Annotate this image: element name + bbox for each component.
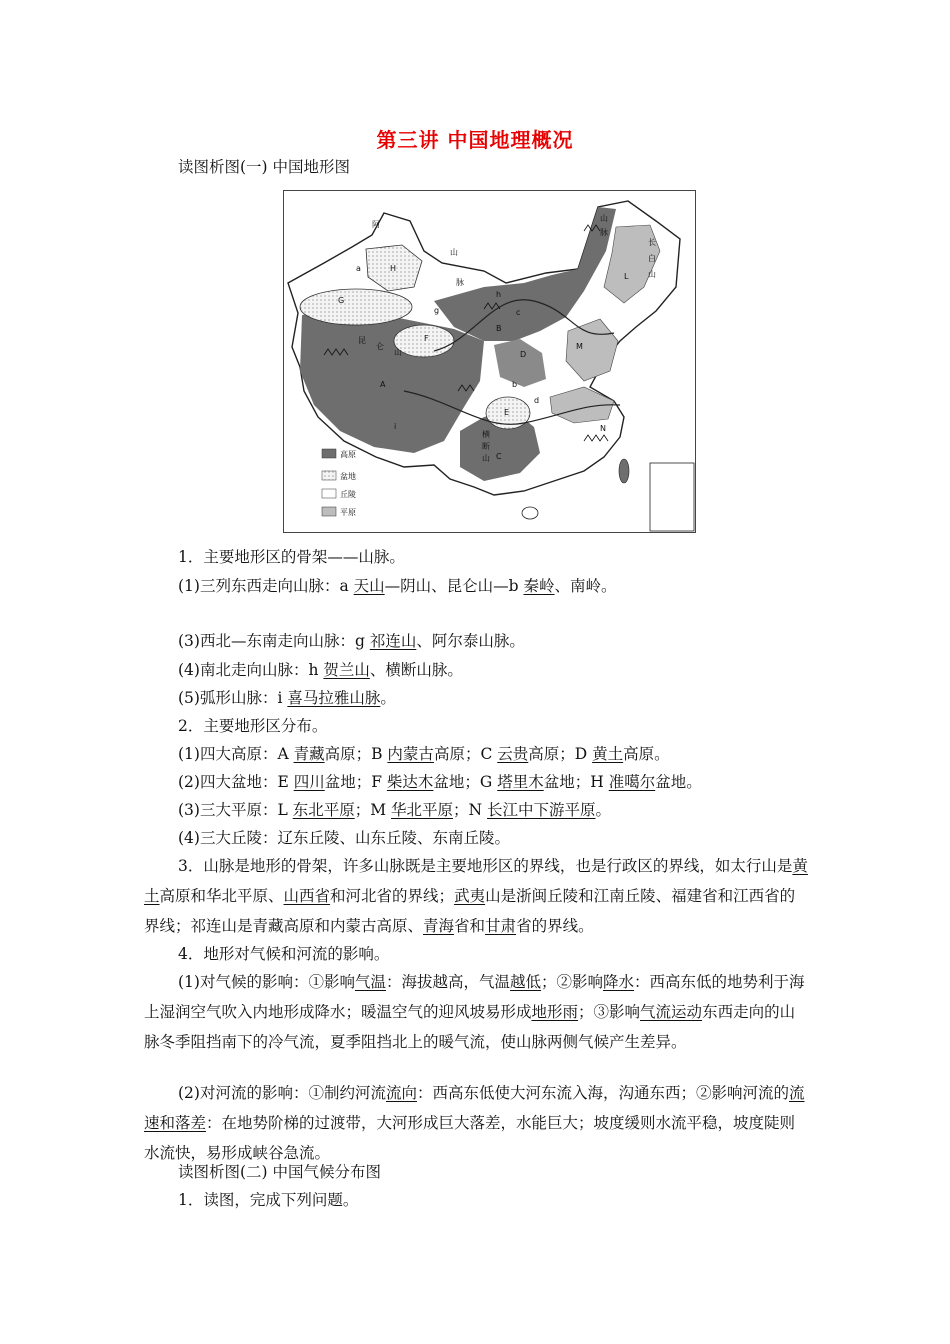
svg-text:B: B: [496, 324, 502, 333]
svg-text:白: 白: [648, 254, 656, 263]
svg-text:丘陵: 丘陵: [340, 490, 356, 499]
s4-river-paragraph: (2)对河流的影响：①制约河流流向：西高东低使大河东流入海，沟通东西；②影响河流的流速和落差：在地势阶梯的过渡带，大河形成巨大落差，水能巨大；坡度缓则水流平稳，坡度陡则水流快，易形成峡谷急流。: [144, 1084, 805, 1162]
page-title: 第三讲 中国地理概况: [376, 128, 574, 152]
answer-helanshan: 贺兰山: [323, 661, 370, 679]
svg-text:h: h: [496, 290, 502, 299]
s4-heading: 4．地形对气候和河流的影响。: [178, 945, 390, 963]
answer-tianshan: 天山: [353, 577, 385, 595]
svg-text:L: L: [624, 272, 629, 281]
svg-text:脉: 脉: [600, 228, 608, 237]
svg-text:N: N: [600, 424, 606, 433]
hainan-island: [522, 507, 538, 519]
svg-text:E: E: [504, 408, 510, 417]
svg-text:仑: 仑: [376, 342, 384, 351]
svg-text:C: C: [496, 452, 502, 461]
answer-ximalaya: 喜马拉雅山脉: [287, 689, 381, 707]
china-terrain-map: [283, 190, 696, 533]
svg-text:山: 山: [482, 454, 490, 463]
svg-text:A: A: [380, 380, 386, 389]
s1-line1: (1)三列东西走向山脉：a 天山—阴山、昆仑山—b 秦岭、南岭。: [178, 577, 617, 595]
svg-text:山: 山: [394, 348, 402, 357]
svg-text:长: 长: [648, 238, 656, 247]
answer-qilianshan: 祁连山: [369, 632, 417, 650]
figure1-caption: 读图析图(一) 中国地形图: [178, 158, 351, 176]
svg-text:M: M: [576, 342, 583, 351]
svg-text:i: i: [394, 422, 397, 431]
taiwan-island: [619, 459, 629, 483]
svg-text:山: 山: [600, 214, 608, 223]
south-sea-inset: [650, 463, 694, 531]
svg-text:g: g: [434, 306, 440, 315]
s1-line5: (5)弧形山脉：i 喜马拉雅山脉。: [178, 689, 396, 707]
svg-text:山: 山: [648, 270, 656, 279]
svg-text:平原: 平原: [340, 508, 356, 517]
svg-text:昆: 昆: [358, 336, 366, 345]
svg-text:F: F: [424, 334, 429, 343]
svg-text:横: 横: [482, 430, 490, 439]
svg-text:盆地: 盆地: [340, 472, 356, 481]
s1-line4: (4)南北走向山脉：h 贺兰山、横断山脉。: [178, 661, 463, 679]
svg-text:H: H: [390, 264, 397, 273]
question-1: 1．读图，完成下列问题。: [178, 1191, 359, 1209]
svg-text:G: G: [338, 296, 345, 305]
s2-line1: (1)四大高原：A 青藏高原；B 内蒙古高原；C 云贵高原；D 黄土高原。: [178, 745, 670, 763]
s1-line3: (3)西北—东南走向山脉：g 祁连山、阿尔泰山脉。: [178, 632, 525, 650]
svg-text:d: d: [534, 396, 540, 405]
svg-text:a: a: [356, 264, 361, 273]
s2-line2: (2)四大盆地：E 四川盆地；F 柴达木盆地；G 塔里木盆地；H 准噶尔盆地。: [178, 773, 702, 791]
svg-text:山: 山: [450, 248, 458, 257]
figure2-caption: 读图析图(二) 中国气候分布图: [178, 1163, 382, 1181]
answer-qinling: 秦岭: [523, 577, 555, 595]
svg-text:断: 断: [482, 442, 490, 451]
s2-line3: (3)三大平原：L 东北平原；M 华北平原；N 长江中下游平原。: [178, 801, 612, 819]
svg-text:D: D: [520, 350, 527, 359]
s2-heading: 2．主要地形区分布。: [178, 717, 328, 735]
basin-tarim: [300, 289, 412, 325]
svg-text:高原: 高原: [340, 450, 356, 459]
s4-climate-paragraph: (1)对气候的影响：①影响气温：海拔越高，气温越低；②影响降水：西高东低的地势利于海上湿润空气吹入内地形成降水；暖温空气的迎风坡易形成地形雨；③影响气流运动东西走向的山脉冬季阻挡南下的冷气流，夏季阻挡北上的暖气流，使山脉两侧气候产生差异。: [144, 973, 805, 1051]
s3-paragraph: 3．山脉是地形的骨架，许多山脉既是主要地形区的界线，也是行政区的界线，如太行山是黄土高原和华北平原、山西省和河北省的界线；武夷山是浙闽丘陵和江南丘陵、福建省和江西省的界线；祁连山是青藏高原和内蒙古高原、青海省和甘肃省的界线。: [144, 857, 808, 935]
svg-text:脉: 脉: [456, 278, 464, 287]
svg-text:b: b: [512, 380, 518, 389]
svg-text:c: c: [516, 308, 521, 317]
svg-text:阿: 阿: [372, 220, 380, 229]
map-legend: [322, 449, 356, 517]
s1-heading: 1．主要地形区的骨架——山脉。: [178, 548, 405, 566]
s2-line4: (4)三大丘陵：辽东丘陵、山东丘陵、东南丘陵。: [178, 829, 510, 847]
